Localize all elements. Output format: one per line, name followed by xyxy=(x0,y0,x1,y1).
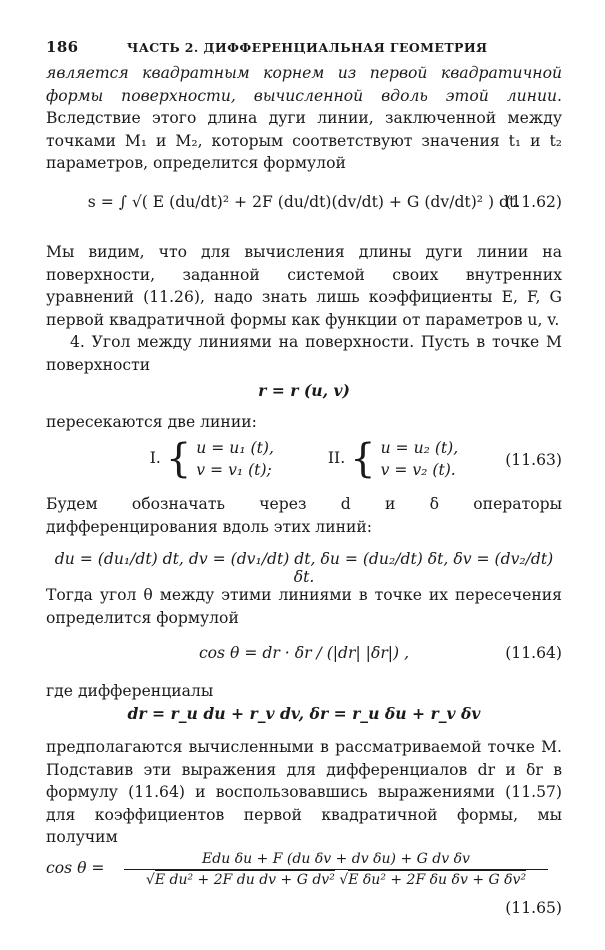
page-number: 186 xyxy=(46,38,79,56)
system-1-label: I. xyxy=(149,449,161,468)
differential-vector-formula: dr = r_u du + r_v dv, δr = r_u δu + r_v δv xyxy=(127,704,481,724)
paragraph-1-rest: Вследствие этого длина дуги линии, заключенной между точками M₁ и M₂, которым соответствуют значения t₁ и t₂ параметров, определится формулой xyxy=(46,109,562,173)
differentials-equation xyxy=(46,538,562,587)
equation-number: (11.64) xyxy=(505,643,562,662)
system-2-line-a: u = u₂ (t), xyxy=(380,439,459,458)
denominator-root-2: E δu² + 2F δu δv + G δv² xyxy=(348,872,527,889)
line-systems xyxy=(46,437,562,481)
header-title: ЧАСТЬ 2. ДИФФЕРЕНЦИАЛЬНАЯ ГЕОМЕТРИЯ xyxy=(126,40,488,55)
system-1-line-b: v = v₁ (t); xyxy=(196,461,272,480)
italic-phrase: является квадратным корнем из первой квадратичной формы поверхности, вычисленной вдоль этой линии. xyxy=(46,64,562,105)
equation-number: (11.65) xyxy=(505,899,562,918)
paragraph-2: Мы видим, что для вычисления длины дуги линии на поверхности, заданной системой своих внутренних уравнений (11.26), надо знать лишь коэффициенты E, F, G первой квадратичной формы как функции от параметров u, v. xyxy=(46,242,562,329)
system-2-label: II. xyxy=(327,449,346,468)
equation-11-63 xyxy=(46,433,562,493)
paragraph-3-rest: Пусть в точке M поверхности xyxy=(46,333,562,374)
paragraph-4: пересекаются две линии: xyxy=(46,412,257,431)
surface-vector-equation: r = r (u, v) xyxy=(258,380,350,400)
paragraph-5: Будем обозначать через d и δ операторы дифференцирования вдоль этих линий: xyxy=(46,495,562,536)
surface-equation xyxy=(46,377,562,411)
cos-numerator: Edu δu + F (du δv + dv δu) + G dv δv xyxy=(124,851,548,870)
cos-denominator: √E du² + 2F du dv + G dv² √E δu² + 2F δu δv + G δv² xyxy=(145,872,527,889)
angle-formula: cos θ = dr · δr / (|dr| |δr|) , xyxy=(198,643,410,662)
equation-11-64 xyxy=(46,630,562,680)
equation-11-62 xyxy=(46,175,562,241)
running-header xyxy=(46,38,562,62)
arc-length-formula: s = ∫ √( E (du/dt)² + 2F (du/dt)(dv/dt) + G (dv/dt)² ) dt. xyxy=(87,192,521,211)
system-2-line-b: v = v₂ (t). xyxy=(380,461,456,480)
differential-vectors xyxy=(46,702,562,736)
paragraph-3 xyxy=(46,331,562,376)
brace-icon: { xyxy=(165,436,192,483)
cos-lhs: cos θ = xyxy=(46,859,105,878)
system-2 xyxy=(381,437,459,481)
differentials: du = (du₁/dt) dt, dv = (dv₁/dt) dt, δu = (du₂/dt) δt, δv = (dv₂/dt) δt. xyxy=(54,550,554,587)
equation-number: (11.62) xyxy=(505,192,562,211)
system-1-line-a: u = u₁ (t), xyxy=(196,439,274,458)
paragraph-8: предполагаются вычисленными в рассматриваемой точке M. Подставив эти выражения для дифференциалов dr и δr в формулу (11.64) и воспользовавшись выражениями (11.57) для коэффициентов первой квадратичной формы, мы получим xyxy=(46,738,562,847)
system-1 xyxy=(196,437,274,481)
section-heading: 4. Угол между линиями на поверхности. xyxy=(70,333,415,352)
paragraph-7: где дифференциалы xyxy=(46,681,214,700)
paragraph-6: Тогда угол θ между этими линиями в точке их пересечения определится формулой xyxy=(46,586,562,627)
brace-icon: { xyxy=(350,436,376,483)
book-page xyxy=(46,38,562,929)
denominator-root-1: E du² + 2F du dv + G dv² xyxy=(154,872,335,889)
paragraph-1 xyxy=(46,62,562,175)
equation-11-65 xyxy=(46,849,562,929)
cos-formula xyxy=(124,851,548,888)
equation-number: (11.63) xyxy=(505,451,562,470)
